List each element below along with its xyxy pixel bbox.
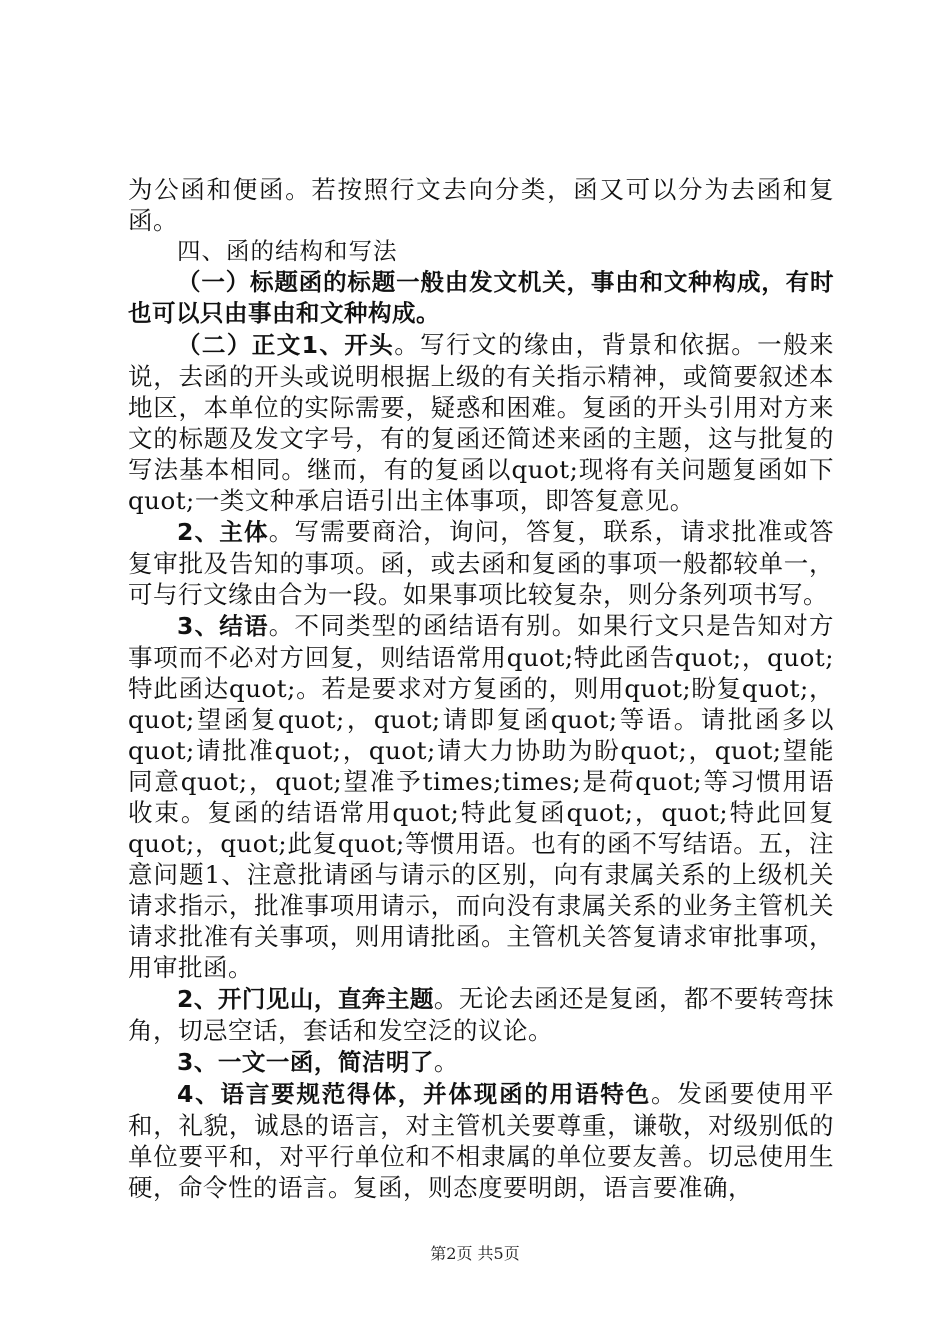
paragraph-one-letter-text: 。: [433, 1047, 459, 1076]
paragraph-intro-continuation: 为公函和便函。若按照行文去向分类，函又可以分为去函和复函。: [128, 175, 834, 235]
paragraph-main-body: [128, 516, 834, 610]
paragraph-closing: [128, 610, 834, 983]
paragraph-direct: [128, 983, 834, 1046]
paragraph-language: [128, 1078, 834, 1203]
paragraph-closing-text: 。不同类型的函结语有别。如果行文只是告知对方事项而不必对方回复，则结语常用quot;特此函告quot;，quot;特此函达quot;。若是要求对方复函的，则用quot;盼复quot;，quot;望函复quot;，quot;请即复函quot;等语。请批函多以quot;请批准quot;，quot;请大力协助为盼quot;，quot;望能同意quot;，quot;望准予times;times;是荷quot;等习惯用语收束。复函的结语常用quot;特此复函quot;，quot;特此回复quot;，quot;此复quot;等惯用语。也有的函不写结语。五，注意问题1、注意批请函与请示的区别，向有隶属关系的上级机关请求指示，批准事项用请示，而向没有隶属关系的业务主管机关请求批准有关事项，则用请批函。主管机关答复请求审批事项，用审批函。: [128, 611, 835, 982]
paragraph-language-text: 。发函要使用平和，礼貌，诚恳的语言，对主管机关要尊重，谦敬，对级别低的单位要平和，对平行单位和不相隶属的单位要友善。切忌使用生硬，命令性的语言。复函，则态度要明朗，语言要准确，: [128, 1079, 834, 1202]
document-body: [128, 174, 834, 1203]
paragraph-opening-text: 。写行文的缘由，背景和依据。一般来说，去函的开头或说明根据上级的有关指示精神，或简要叙述本地区，本单位的实际需要，疑惑和困难。复函的开头引用对方来文的标题及发文字号，有的复函还简述来函的主题，这与批复的写法基本相同。继而，有的复函以quot;现将有关问题复函如下quot;一类文种承启语引出主体事项，即答复意见。: [128, 330, 834, 515]
paragraph-one-letter-lead: 3、一文一函，简洁明了: [177, 1048, 434, 1076]
paragraph-title-section: （一）标题函的标题一般由发文机关，事由和文种构成，有时也可以只由事由和文种构成。: [128, 268, 834, 327]
paragraph-direct-text: 。无论去函还是复函，都不要转弯抹角，切忌空话，套话和发空泛的议论。: [128, 984, 835, 1045]
paragraph-main-body-text: 。写需要商洽，询问，答复，联系，请求批准或答复审批及告知的事项。函，或去函和复函的事项一般都较单一，可与行文缘由合为一段。如果事项比较复杂，则分条列项书写。: [128, 517, 835, 609]
paragraph-closing-lead: 3、结语: [177, 612, 269, 640]
paragraph-one-letter: [128, 1046, 834, 1078]
paragraph-opening: [128, 329, 834, 516]
paragraph-opening-lead: （二）正文1、开头: [177, 331, 395, 359]
paragraph-language-lead: 4、语言要规范得体，并体现函的用语特色: [177, 1080, 652, 1108]
section-heading-structure: 四、函的结构和写法: [177, 237, 398, 265]
page-footer: 第2页 共5页: [430, 1244, 520, 1263]
paragraph-direct-lead: 2、开门见山，直奔主题: [177, 985, 434, 1013]
paragraph-main-body-lead: 2、主体: [177, 518, 269, 546]
